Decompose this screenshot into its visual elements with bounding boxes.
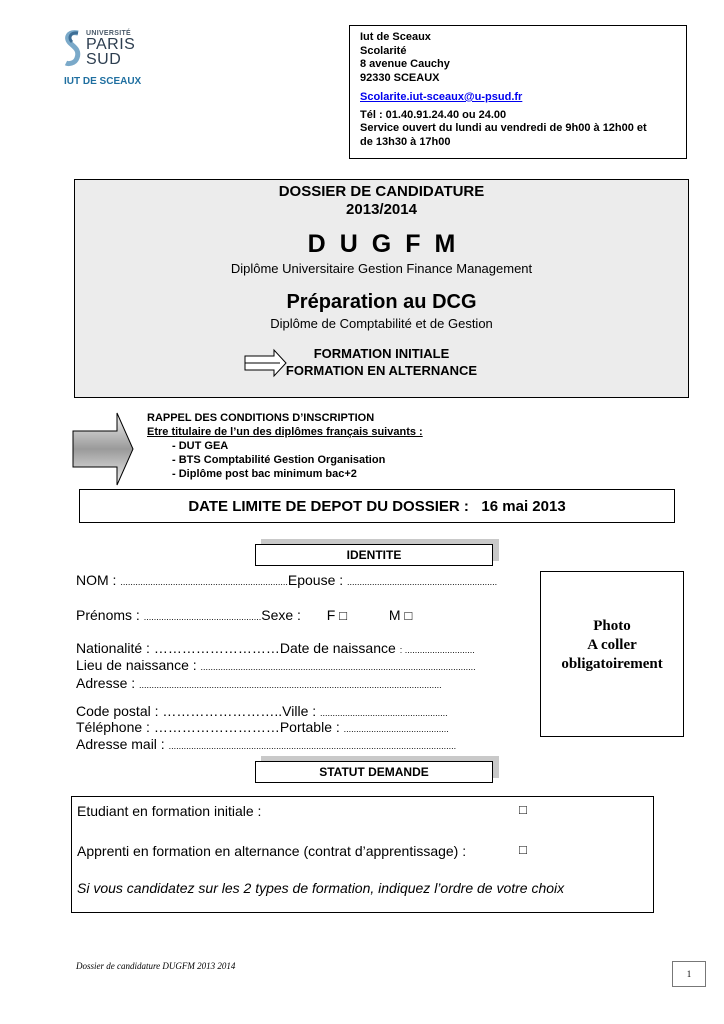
date-naissance-field[interactable]: : ............................ [399, 645, 475, 655]
lieu-row [76, 657, 476, 673]
mail-label: Adresse mail : [76, 736, 165, 752]
formation-initiale: FORMATION INITIALE [313, 346, 450, 361]
initiale-checkbox[interactable]: □ [519, 802, 527, 817]
address-line: Scolarité [360, 44, 407, 57]
nationalite-row [76, 640, 475, 656]
epouse-field[interactable]: ............................................................ [347, 577, 498, 587]
formation-text [75, 345, 688, 379]
logo-paris-text: PARIS [86, 36, 136, 53]
rappel-sub: Etre titulaire de l’un des diplômes français suivants : [147, 426, 423, 438]
deadline-date: 16 mai 2013 [481, 498, 566, 515]
dossier-title: DOSSIER DE CANDIDATURE [278, 183, 485, 200]
double-arrow-icon [244, 347, 288, 379]
ville-field[interactable]: ................................................... [320, 708, 448, 718]
sexe-f-label: F [326, 607, 336, 623]
tel-label: Téléphone : [76, 719, 150, 735]
rappel-heading: RAPPEL DES CONDITIONS D’INSCRIPTION [147, 412, 375, 424]
statut-header: STATUT DEMANDE [255, 761, 493, 783]
prep-title: Préparation au DCG [286, 291, 477, 313]
alternance-checkbox[interactable]: □ [519, 842, 527, 857]
mail-row [76, 736, 456, 752]
tel-field[interactable]: ……………………… [153, 719, 280, 735]
address-line: Iut de Sceaux [360, 31, 431, 43]
tel-row [76, 719, 449, 735]
ville-label: Ville : [282, 703, 317, 719]
hours-text-2: de 13h30 à 17h00 [360, 135, 451, 148]
sexe-f-checkbox[interactable]: □ [339, 608, 348, 623]
nom-label: NOM : [76, 572, 117, 588]
rappel-item: - Diplôme post bac minimum bac+2 [172, 468, 357, 480]
nom-field[interactable]: ................................................................... [120, 577, 288, 587]
lieu-field[interactable]: .............................................................................................................. [200, 662, 476, 672]
cp-label: Code postal : [76, 703, 159, 719]
adresse-field[interactable]: ......................................................................................................................... [139, 680, 442, 690]
phone-text: Tél : 01.40.91.24.40 ou 24.00 [360, 108, 507, 121]
address-line: 92330 SCEAUX [360, 71, 440, 84]
address-line: 8 avenue Cauchy [360, 58, 450, 70]
date-naissance-label: Date de naissance [279, 640, 396, 656]
rappel-item: - BTS Comptabilité Gestion Organisation [172, 454, 386, 466]
deadline-box [79, 489, 675, 523]
cp-row [76, 703, 448, 719]
prenoms-row [76, 607, 412, 623]
logo-sud-text: SUD [86, 51, 122, 68]
email-link[interactable]: Scolarite.iut-sceaux@u-psud.fr [360, 91, 523, 103]
deadline-label: DATE LIMITE DE DEPOT DU DOSSIER : [188, 498, 469, 515]
statut-box [71, 796, 654, 913]
rappel-conditions [147, 411, 423, 481]
nationalite-field[interactable]: ……………………… [153, 640, 280, 656]
mail-field[interactable]: ................................................................................................................... [168, 741, 457, 751]
logo-iut-text: IUT DE SCEAUX [64, 76, 142, 87]
acronym-title: DUGFM [307, 230, 470, 258]
alternance-label: Apprenti en formation en alternance (contrat d’apprentissage) : [77, 843, 467, 859]
portable-field[interactable]: .......................................... [343, 724, 449, 734]
photo-text-2: A coller [587, 637, 637, 653]
initiale-label: Etudiant en formation initiale : [77, 803, 262, 819]
prenoms-label: Prénoms : [76, 607, 140, 623]
big-arrow-icon [71, 411, 135, 487]
hours-text: Service ouvert du lundi au vendredi de 9h00 à 12h00 et [360, 122, 647, 134]
nom-row [76, 572, 497, 588]
lieu-label: Lieu de naissance : [76, 657, 197, 673]
photo-box[interactable] [540, 571, 684, 737]
sexe-m-checkbox[interactable]: □ [404, 608, 413, 623]
nationalite-label: Nationalité : [76, 640, 150, 656]
dcg-text: Diplôme de Comptabilité et de Gestion [270, 316, 493, 331]
cp-field[interactable]: …………………….. [162, 703, 283, 719]
sexe-m-label: M [388, 607, 401, 623]
adresse-label: Adresse : [76, 675, 136, 691]
sexe-label: Sexe : [261, 607, 301, 623]
prenoms-field[interactable]: ............................................... [143, 612, 262, 622]
rappel-item: - DUT GEA [172, 440, 229, 452]
footer-text: Dossier de candidature DUGFM 2013 2014 [76, 961, 236, 971]
epouse-label: Epouse : [287, 572, 344, 588]
formation-alternance: FORMATION EN ALTERNANCE [285, 363, 478, 378]
portable-label: Portable : [279, 719, 340, 735]
diploma-text: Diplôme Universitaire Gestion Finance Management [230, 261, 533, 276]
photo-text: Photo [593, 618, 631, 634]
photo-text-3: obligatoirement [561, 656, 663, 672]
ordre-note: Si vous candidatez sur les 2 types de formation, indiquez l’ordre de votre choix [77, 880, 565, 896]
logo-university-text: UNIVERSITÉ [86, 30, 132, 37]
adresse-row [76, 675, 442, 691]
identite-header: IDENTITE [255, 544, 493, 566]
year-text: 2013/2014 [346, 201, 417, 218]
title-box [74, 179, 689, 398]
page-number: 1 [672, 961, 706, 987]
address-box [349, 25, 687, 159]
university-logo-icon [64, 30, 82, 68]
